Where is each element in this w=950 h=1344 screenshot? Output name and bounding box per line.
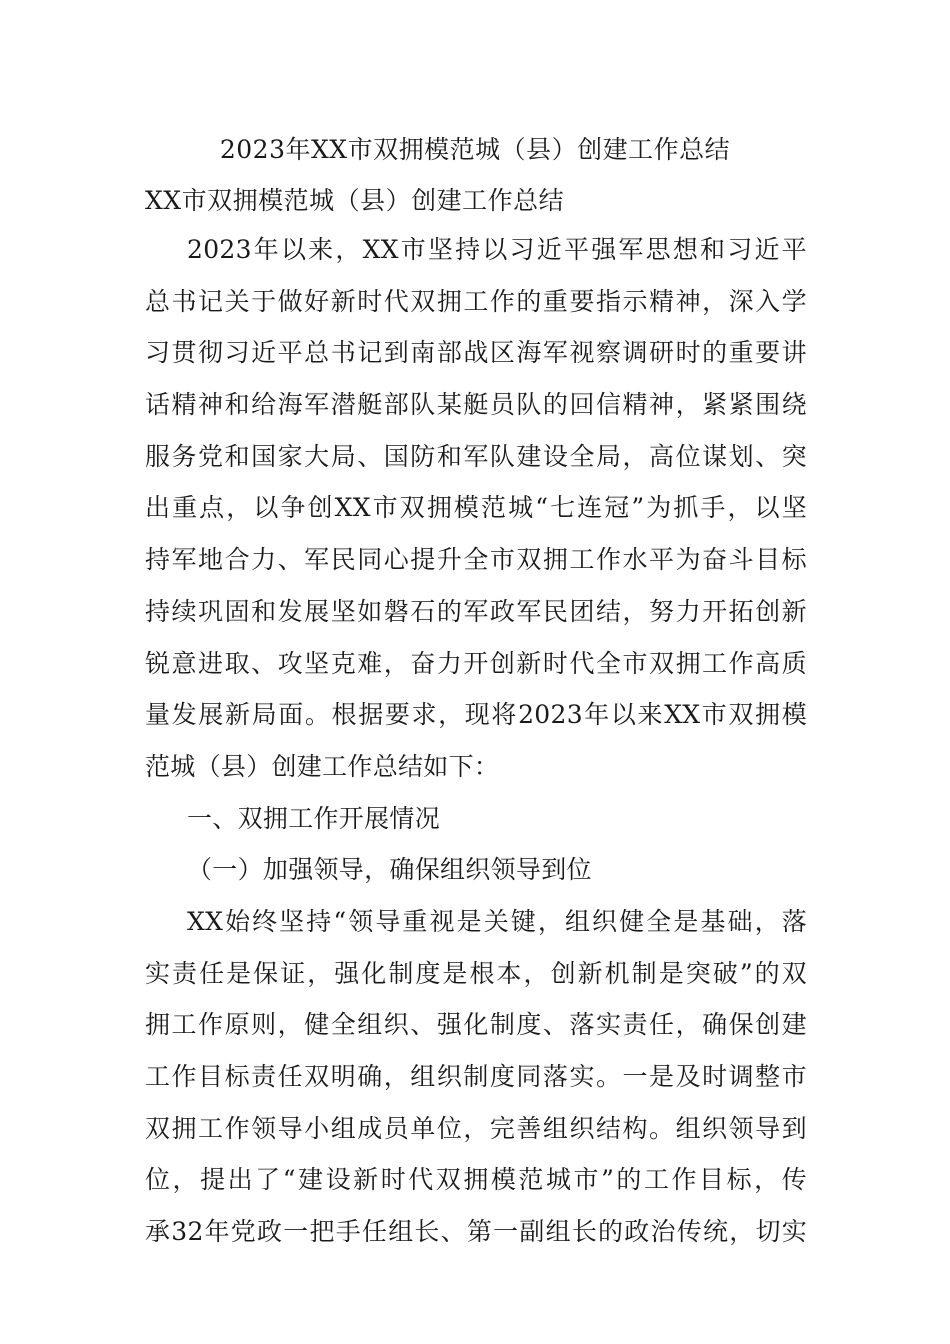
paragraph-line: 承32年党政一把手任组长、第一副组长的政治传统，切实 (145, 1217, 807, 1247)
paragraph-line: 位，提出了“建设新时代双拥模范城市”的工作目标，传 (145, 1165, 807, 1195)
paragraph-line: 双拥工作领导小组成员单位，完善组织结构。组织领导到 (145, 1113, 807, 1143)
paragraph-line: 习贯彻习近平总书记到南部战区海军视察调研时的重要讲 (145, 338, 807, 368)
paragraph-line: XX始终坚持“领导重视是关键，组织健全是基础，落 (187, 906, 807, 936)
document-body (145, 228, 807, 1262)
paragraph-line: 锐意进取、攻坚克难，奋力开创新时代全市双拥工作高质 (145, 648, 807, 678)
paragraph-line: 2023年以来，XX市坚持以习近平强军思想和习近平 (187, 235, 807, 264)
paragraph-line: 服务党和国家大局、国防和军队建设全局，高位谋划、突 (145, 441, 807, 471)
document-title: 2023年XX市双拥模范城（县）创建工作总结 (219, 135, 731, 164)
document-subtitle: XX市双拥模范城（县）创建工作总结 (145, 186, 565, 215)
paragraph-line: 拥工作原则，健全组织、强化制度、落实责任，确保创建 (145, 1010, 807, 1040)
section-heading: 一、双拥工作开展情况 (187, 803, 441, 833)
paragraph-line: 实责任是保证，强化制度是根本，创新机制是突破”的双 (145, 958, 807, 988)
paragraph-line: 持军地合力、军民同心提升全市双拥工作水平为奋斗目标 (145, 545, 807, 575)
paragraph-line: 工作目标责任双明确，组织制度同落实。一是及时调整市 (145, 1062, 807, 1091)
paragraph-line: 出重点，以争创XX市双拥模范城“七连冠”为抓手，以坚 (145, 493, 807, 523)
paragraph-line: 量发展新局面。根据要求，现将2023年以来XX市双拥模 (145, 700, 807, 730)
subsection-heading: （一）加强领导，确保组织领导到位 (187, 855, 592, 885)
paragraph-line: 总书记关于做好新时代双拥工作的重要指示精神，深入学 (145, 286, 807, 316)
paragraph-line: 范城（县）创建工作总结如下： (145, 751, 500, 781)
paragraph-line: 持续巩固和发展坚如磐石的军政军民团结，努力开拓创新 (145, 596, 807, 626)
paragraph-line: 话精神和给海军潜艇部队某艇员队的回信精神，紧紧围绕 (145, 390, 807, 420)
